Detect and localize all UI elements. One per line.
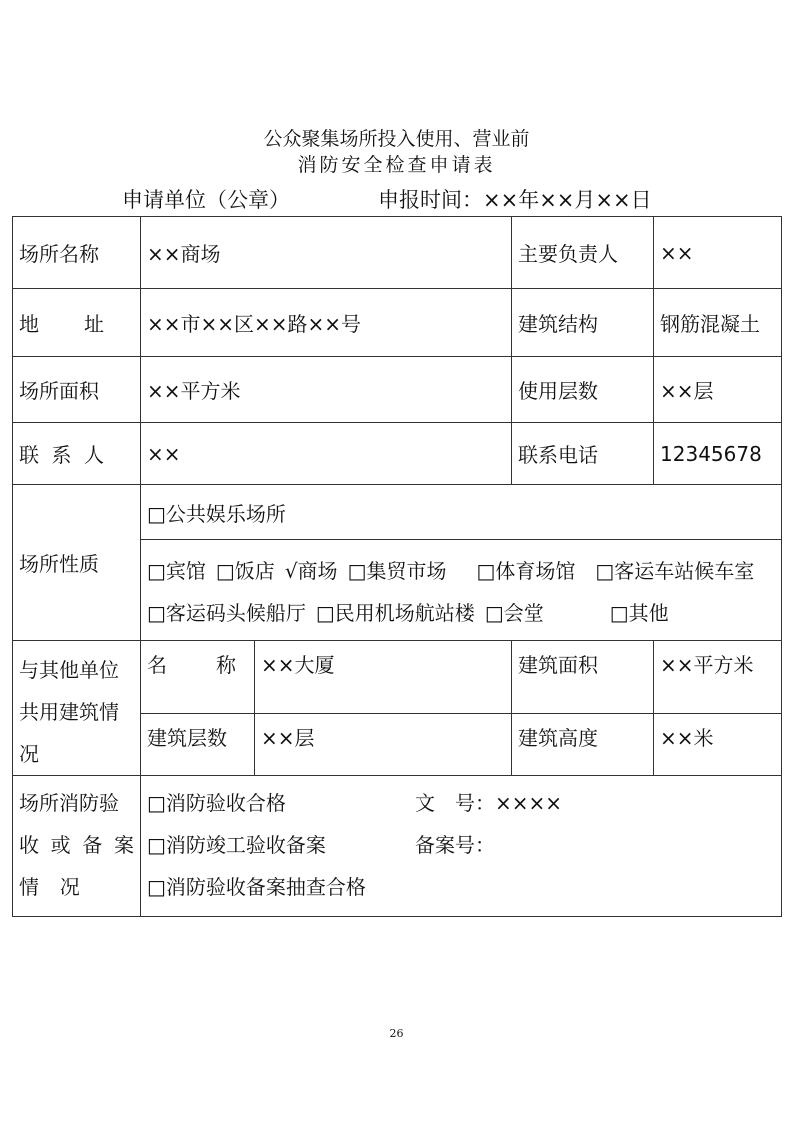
address-label-char-2: 址	[84, 312, 104, 336]
checkbox-restaurant[interactable]: □饭店	[215, 558, 275, 583]
checkbox-fire-acceptance-passed[interactable]: □消防验收合格	[147, 791, 286, 815]
area-label: 场所面积	[13, 357, 141, 423]
acceptance-label-char-shou: 收	[19, 833, 39, 857]
address-label	[13, 289, 141, 357]
checkbox-market[interactable]: □集贸市场	[347, 558, 447, 583]
acceptance-options	[141, 776, 782, 917]
acceptance-label-char-huo: 或	[50, 833, 71, 857]
row-address	[13, 289, 782, 357]
shared-floors-value[interactable]: ××层	[255, 714, 512, 776]
shared-area-label: 建筑面积	[512, 641, 654, 714]
row-nature-1	[13, 485, 782, 540]
phone-value[interactable]: 12345678	[654, 423, 782, 485]
report-time: 申报时间：××年××月××日	[378, 188, 652, 212]
row-venue-name	[13, 217, 782, 289]
checkbox-ferry-terminal[interactable]: □客运码头候船厅	[147, 600, 306, 625]
principal-value[interactable]: ××	[654, 217, 782, 289]
page-number: 26	[389, 1027, 404, 1040]
checkbox-airport-terminal[interactable]: □民用机场航站楼	[315, 600, 475, 625]
address-label-char-1: 地	[19, 312, 39, 336]
structure-label: 建筑结构	[512, 289, 654, 357]
document-number-label: 文 号：	[415, 791, 495, 815]
checkbox-record-spot-check-passed[interactable]: □消防验收备案抽查合格	[147, 875, 366, 899]
acceptance-label-line-3	[19, 866, 134, 908]
checkbox-completion-record[interactable]: □消防竣工验收备案	[147, 833, 326, 857]
phone-label: 联系电话	[512, 423, 654, 485]
floors-used-value[interactable]: ××层	[654, 357, 782, 423]
acceptance-label	[13, 776, 141, 917]
shared-name-label-char-2: 称	[216, 653, 236, 677]
shared-height-value[interactable]: ××米	[654, 714, 782, 776]
nature-options	[141, 540, 782, 641]
acceptance-label-line-2	[19, 824, 134, 866]
form-title-line-1: 公众聚集场所投入使用、营业前	[263, 128, 530, 150]
area-value[interactable]: ××平方米	[141, 357, 512, 423]
nature-option-line-1	[141, 485, 782, 540]
checkbox-hotel[interactable]: □宾馆	[147, 558, 206, 583]
row-area	[13, 357, 782, 423]
contact-label-char-2: 系	[51, 443, 72, 467]
acceptance-label-char-bei: 备	[82, 833, 103, 857]
venue-name-value[interactable]: ××商场	[141, 217, 512, 289]
acceptance-label-char-kuang: 况	[59, 875, 80, 899]
acceptance-label-line-1: 场所消防验	[19, 791, 119, 815]
contact-label-char-3: 人	[84, 443, 104, 467]
form-title-line-2: 消防安全检查申请表	[297, 154, 496, 176]
floors-used-label: 使用层数	[512, 357, 654, 423]
shared-height-label: 建筑高度	[512, 714, 654, 776]
checkbox-assembly-hall[interactable]: □会堂	[484, 600, 544, 625]
shared-name-label-char-1: 名	[147, 653, 167, 677]
contact-label	[13, 423, 141, 485]
checkbox-bus-station[interactable]: □客运车站候车室	[595, 558, 755, 583]
checkbox-shopping-mall[interactable]: √商场	[284, 558, 338, 583]
shared-floors-label: 建筑层数	[141, 714, 255, 776]
acceptance-label-char-an: 案	[113, 833, 134, 857]
venue-name-label: 场所名称	[13, 217, 141, 289]
document-number-value[interactable]: ××××	[495, 791, 563, 815]
row-contact	[13, 423, 782, 485]
principal-label: 主要负责人	[512, 217, 654, 289]
shared-building-label: 与其他单位共用建筑情况	[13, 641, 141, 776]
application-form-table	[12, 216, 782, 917]
shared-name-value[interactable]: ××大厦	[255, 641, 512, 714]
checkbox-public-entertainment[interactable]: □公共娱乐场所	[147, 501, 286, 526]
shared-area-value[interactable]: ××平方米	[654, 641, 782, 714]
contact-value[interactable]: ××	[141, 423, 512, 485]
row-shared-1	[13, 641, 782, 714]
checkbox-other[interactable]: □其他	[609, 600, 669, 625]
checkbox-stadium[interactable]: □体育场馆	[476, 558, 576, 583]
applicant-unit-label: 申请单位（公章）	[122, 188, 290, 212]
nature-label: 场所性质	[13, 485, 141, 641]
structure-value[interactable]: 钢筋混凝土	[654, 289, 782, 357]
row-acceptance	[13, 776, 782, 917]
contact-label-char-1: 联	[19, 443, 39, 467]
shared-name-label	[141, 641, 255, 714]
acceptance-label-char-qing: 情	[19, 875, 39, 899]
record-number-label: 备案号：	[415, 833, 495, 857]
address-value[interactable]: ××市××区××路××号	[141, 289, 512, 357]
